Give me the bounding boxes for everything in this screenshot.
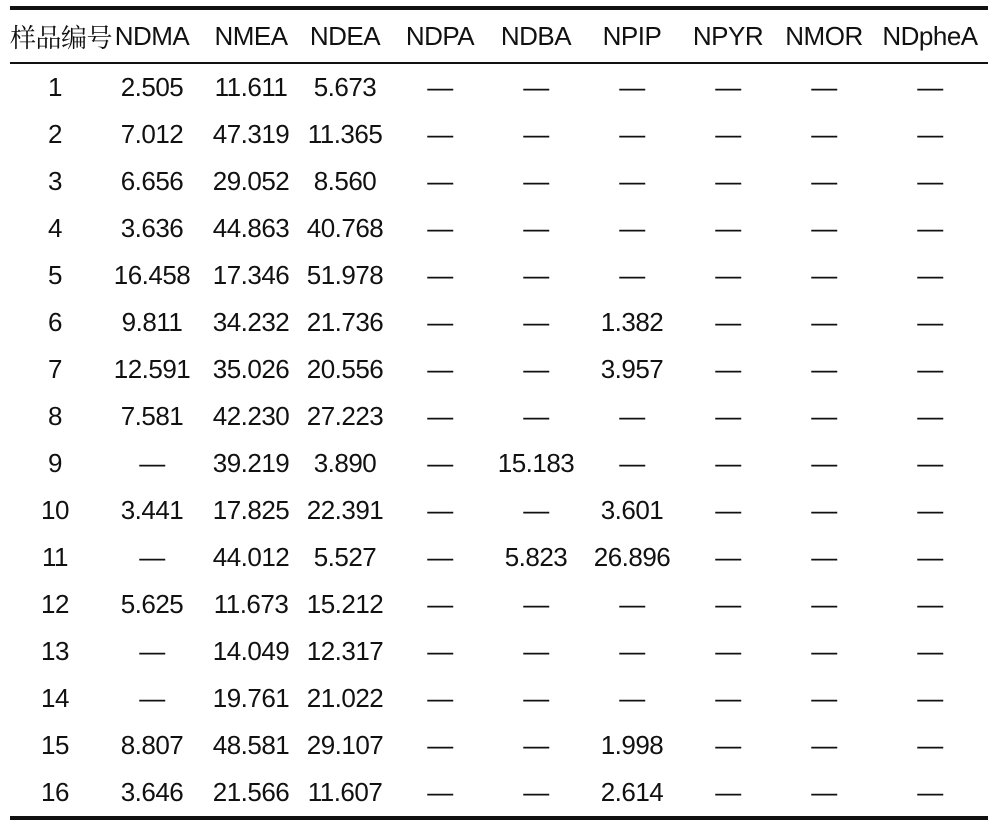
table-cell: —: [917, 213, 943, 243]
table-cell: —: [715, 307, 741, 337]
table-cell: —: [619, 448, 645, 478]
table-cell: 6.656: [120, 166, 184, 196]
table-cell: —: [523, 213, 549, 243]
table-cell: —: [523, 636, 549, 666]
table-cell: 11.673: [213, 589, 289, 619]
table-cell: —: [917, 448, 943, 478]
table-cell: 27.223: [306, 401, 384, 431]
table-cell: 47.319: [212, 119, 290, 149]
table-cell: 8.560: [313, 166, 377, 196]
table-cell: 48.581: [212, 730, 290, 760]
sample-id-cell: 1: [48, 72, 62, 102]
table-cell: —: [811, 401, 837, 431]
table-cell: —: [917, 542, 943, 572]
table-cell: —: [917, 260, 943, 290]
data-table-body: [10, 64, 988, 816]
table-cell: —: [715, 401, 741, 431]
table-cell: 11.607: [307, 777, 383, 807]
table-cell: 9.811: [121, 307, 183, 337]
table-cell: 34.232: [212, 307, 290, 337]
column-header: NPYR: [692, 20, 764, 51]
table-cell: —: [811, 213, 837, 243]
table-cell: 5.625: [120, 589, 184, 619]
column-header: NPIP: [602, 20, 662, 51]
table-cell: 39.219: [212, 448, 290, 478]
table-cell: —: [917, 777, 943, 807]
table-cell: 8.807: [120, 730, 184, 760]
data-table: [10, 10, 988, 62]
table-cell: 2.505: [120, 72, 184, 102]
sample-id-cell: 10: [41, 495, 69, 525]
sample-id-cell: 8: [48, 401, 62, 431]
table-row: [10, 205, 988, 252]
table-cell: 21.022: [306, 683, 384, 713]
table-cell: —: [917, 401, 943, 431]
table-cell: —: [619, 260, 645, 290]
table-cell: —: [427, 72, 453, 102]
table-cell: —: [811, 72, 837, 102]
table-cell: 22.391: [306, 495, 384, 525]
table-cell: 11.611: [214, 72, 288, 102]
table-cell: —: [715, 72, 741, 102]
table-cell: —: [917, 589, 943, 619]
table-cell: 2.614: [600, 777, 664, 807]
table-cell: —: [811, 354, 837, 384]
column-header: NDMA: [114, 20, 190, 51]
column-header: NMEA: [214, 20, 288, 51]
table-cell: —: [715, 730, 741, 760]
table-cell: —: [917, 683, 943, 713]
table-cell: —: [811, 730, 837, 760]
table-cell: —: [139, 683, 165, 713]
table-cell: —: [427, 777, 453, 807]
table-cell: —: [523, 777, 549, 807]
table-cell: —: [619, 401, 645, 431]
table-cell: —: [917, 119, 943, 149]
table-cell: 3.890: [313, 448, 377, 478]
table-cell: —: [811, 307, 837, 337]
table-cell: —: [811, 636, 837, 666]
sample-id-cell: 5: [48, 260, 62, 290]
table-cell: 17.825: [212, 495, 290, 525]
table-cell: 51.978: [306, 260, 384, 290]
table-cell: 12.591: [113, 354, 191, 384]
table-cell: 19.761: [212, 683, 290, 713]
table-cell: 44.012: [212, 542, 290, 572]
table-row: [10, 487, 988, 534]
sample-id-cell: 15: [41, 730, 69, 760]
table-cell: —: [523, 683, 549, 713]
table-cell: —: [619, 636, 645, 666]
table-row: [10, 299, 988, 346]
table-cell: 5.673: [313, 72, 377, 102]
column-header: NDpheA: [882, 20, 978, 51]
column-header: NDEA: [309, 20, 381, 51]
table-cell: —: [619, 72, 645, 102]
table-cell: —: [139, 542, 165, 572]
table-cell: —: [139, 448, 165, 478]
sample-id-cell: 13: [41, 636, 69, 666]
table-cell: 3.441: [120, 495, 184, 525]
data-table-container: [10, 6, 988, 820]
table-cell: —: [917, 730, 943, 760]
table-cell: —: [427, 542, 453, 572]
table-row: [10, 675, 988, 722]
table-cell: 3.957: [600, 354, 664, 384]
table-cell: 7.581: [120, 401, 184, 431]
table-row: [10, 64, 988, 111]
table-cell: —: [715, 260, 741, 290]
table-row: [10, 252, 988, 299]
table-cell: 21.566: [212, 777, 290, 807]
table-cell: —: [811, 589, 837, 619]
table-cell: —: [523, 260, 549, 290]
table-row: [10, 440, 988, 487]
table-cell: —: [917, 72, 943, 102]
table-cell: —: [427, 401, 453, 431]
table-cell: 5.527: [313, 542, 377, 572]
table-cell: —: [715, 354, 741, 384]
table-cell: —: [811, 542, 837, 572]
table-cell: —: [523, 72, 549, 102]
table-cell: —: [427, 448, 453, 478]
table-cell: —: [619, 119, 645, 149]
table-row: [10, 628, 988, 675]
table-cell: —: [427, 166, 453, 196]
table-cell: —: [917, 166, 943, 196]
sample-id-cell: 14: [41, 683, 69, 713]
table-row: [10, 722, 988, 769]
table-cell: —: [715, 495, 741, 525]
table-cell: —: [619, 683, 645, 713]
table-cell: —: [523, 119, 549, 149]
table-body: [10, 64, 988, 816]
sample-id-cell: 2: [48, 119, 62, 149]
table-cell: 20.556: [306, 354, 384, 384]
table-cell: —: [811, 119, 837, 149]
table-cell: 3.646: [120, 777, 184, 807]
table-row: [10, 111, 988, 158]
table-cell: 3.636: [120, 213, 184, 243]
table-cell: 14.049: [212, 636, 290, 666]
column-header: NDBA: [500, 20, 572, 51]
table-cell: —: [427, 354, 453, 384]
table-cell: 44.863: [212, 213, 290, 243]
table-cell: —: [917, 636, 943, 666]
sample-id-cell: 6: [48, 307, 62, 337]
table-bottom-rule: [10, 816, 988, 820]
table-cell: —: [715, 542, 741, 572]
table-cell: —: [523, 166, 549, 196]
table-cell: —: [427, 683, 453, 713]
table-cell: —: [715, 589, 741, 619]
table-row: [10, 346, 988, 393]
table-cell: —: [715, 448, 741, 478]
sample-id-cell: 11: [42, 542, 68, 572]
table-cell: 29.052: [212, 166, 290, 196]
table-row: [10, 393, 988, 440]
table-row: [10, 534, 988, 581]
table-cell: —: [523, 730, 549, 760]
table-cell: —: [715, 166, 741, 196]
table-cell: —: [811, 495, 837, 525]
table-cell: —: [811, 683, 837, 713]
column-header: NDPA: [405, 20, 475, 51]
table-cell: 5.823: [504, 542, 568, 572]
table-cell: —: [917, 354, 943, 384]
table-cell: —: [523, 354, 549, 384]
table-cell: 29.107: [306, 730, 384, 760]
table-cell: 1.382: [600, 307, 664, 337]
table-cell: —: [523, 307, 549, 337]
table-cell: —: [139, 636, 165, 666]
table-cell: 35.026: [212, 354, 290, 384]
table-cell: —: [715, 683, 741, 713]
sample-id-cell: 3: [48, 166, 62, 196]
sample-id-cell: 7: [48, 354, 62, 384]
table-cell: —: [427, 213, 453, 243]
table-cell: —: [427, 589, 453, 619]
table-header: [10, 10, 988, 62]
table-cell: 11.365: [307, 119, 383, 149]
table-cell: —: [917, 307, 943, 337]
table-cell: —: [523, 589, 549, 619]
column-header: NMOR: [785, 20, 863, 51]
table-row: [10, 769, 988, 816]
table-cell: —: [811, 166, 837, 196]
table-cell: 3.601: [600, 495, 664, 525]
sample-id-cell: 9: [48, 448, 62, 478]
table-cell: —: [523, 401, 549, 431]
table-cell: —: [619, 213, 645, 243]
table-cell: —: [811, 260, 837, 290]
table-cell: —: [917, 495, 943, 525]
table-cell: 17.346: [212, 260, 290, 290]
table-cell: —: [715, 636, 741, 666]
table-row: [10, 581, 988, 628]
table-cell: —: [427, 636, 453, 666]
table-cell: 15.212: [306, 589, 384, 619]
sample-id-cell: 16: [41, 777, 69, 807]
table-cell: 40.768: [306, 213, 384, 243]
column-header: 样品编号: [10, 22, 113, 53]
table-cell: 15.183: [497, 448, 575, 478]
table-cell: —: [715, 213, 741, 243]
table-cell: —: [427, 495, 453, 525]
table-cell: 7.012: [120, 119, 184, 149]
table-cell: —: [523, 495, 549, 525]
table-cell: —: [811, 777, 837, 807]
sample-id-cell: 12: [41, 589, 69, 619]
sample-id-cell: 4: [48, 213, 62, 243]
table-cell: —: [427, 119, 453, 149]
table-cell: —: [715, 119, 741, 149]
table-cell: —: [811, 448, 837, 478]
table-cell: 1.998: [600, 730, 664, 760]
table-cell: —: [619, 589, 645, 619]
table-cell: —: [427, 260, 453, 290]
table-cell: —: [427, 730, 453, 760]
table-cell: 26.896: [593, 542, 671, 572]
table-cell: 12.317: [306, 636, 384, 666]
table-cell: 42.230: [212, 401, 290, 431]
table-cell: 16.458: [113, 260, 191, 290]
header-row: [10, 10, 988, 62]
table-cell: —: [715, 777, 741, 807]
table-row: [10, 158, 988, 205]
table-cell: —: [619, 166, 645, 196]
table-cell: 21.736: [306, 307, 384, 337]
table-cell: —: [427, 307, 453, 337]
